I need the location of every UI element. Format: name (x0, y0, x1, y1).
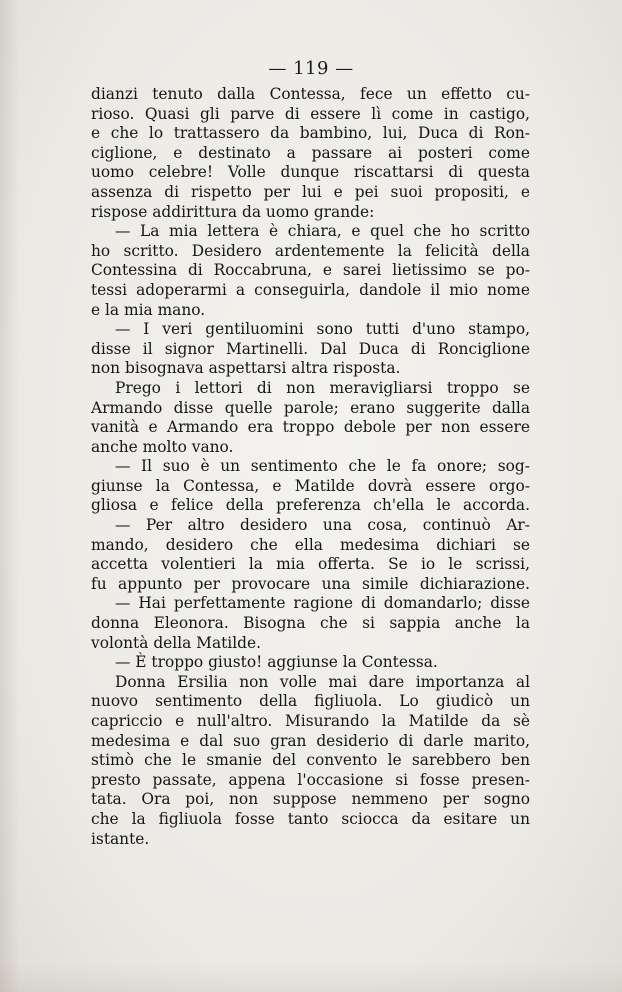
text-line: — Hai perfettamente ragione di domandarlo; disse (115, 594, 530, 613)
text-line: — La mia lettera è chiara, e quel che ho scritto (115, 222, 530, 241)
text-line: nuovo sentimento della figliuola. Lo giudicò un (91, 692, 530, 711)
text-line: disse il signor Martinelli. Dal Duca di Ronciglione (91, 339, 530, 358)
text-line: tata. Ora poi, non suppose nemmeno per sogno (91, 790, 530, 809)
text-line: fu appunto per provocare una simile dichiarazione. (91, 574, 530, 593)
text-line: giunse la Contessa, e Matilde dovrà essere orgo- (91, 476, 530, 495)
text-line: che la figliuola fosse tanto sciocca da esitare un (91, 809, 530, 828)
text-line: Contessina di Roccabruna, e sarei lietissimo se po- (91, 261, 530, 280)
text-line: Armando disse quelle parole; erano suggerite dalla (91, 398, 530, 417)
text-line: e che lo trattassero da bambino, lui, Duca di Ron- (91, 124, 530, 143)
text-line: mando, desidero che ella medesima dichiari se (91, 535, 530, 554)
text-line: istante. (91, 829, 150, 848)
text-line: medesima e dal suo gran desiderio di darle marito, (91, 731, 530, 750)
text-line: gliosa e felice della preferenza ch'ella le accorda. (91, 496, 530, 515)
text-line: non bisognava aspettarsi altra risposta. (91, 359, 401, 378)
text-line: — È troppo giusto! aggiunse la Contessa. (115, 653, 438, 672)
text-line: rispose addirittura da uomo grande: (91, 202, 375, 221)
text-line: — I veri gentiluomini sono tutti d'uno stampo, (115, 320, 530, 339)
text-line: rioso. Quasi gli parve di essere lì come in castigo, (91, 104, 530, 123)
text-line: ho scritto. Desidero ardentemente la felicità della (91, 241, 530, 260)
text-line: uomo celebre! Volle dunque riscattarsi di questa (91, 163, 530, 182)
text-line: stimò che le smanie del convento le sarebbero ben (91, 751, 530, 770)
text-line: vanità e Armando era troppo debole per non essere (91, 418, 530, 437)
page-bottom-shadow (0, 962, 622, 992)
text-line: accetta volentieri la mia offerta. Se io le scrissi, (91, 555, 530, 574)
text-line: Donna Ersilia non volle mai dare importanza al (115, 672, 530, 691)
text-line: dianzi tenuto dalla Contessa, fece un effetto cu- (91, 85, 530, 103)
text-line: donna Eleonora. Bisogna che si sappia anche la (91, 614, 530, 633)
text-line: — Il suo è un sentimento che le fa onore; sog- (115, 457, 530, 476)
text-line: e la mia mano. (91, 300, 206, 319)
text-line: presto passate, appena l'occasione si fosse presen- (91, 770, 530, 789)
text-line: volontà della Matilde. (91, 633, 262, 652)
text-line: anche molto vano. (91, 437, 234, 456)
text-line: — Per altro desidero una cosa, continuò Ar- (115, 516, 530, 535)
text-line: Prego i lettori di non meravigliarsi troppo se (115, 378, 530, 397)
page-number: — 119 — (268, 58, 354, 79)
text-line: ciglione, e destinato a passare ai posteri come (91, 143, 530, 162)
text-line: capriccio e null'altro. Misurando la Matilde da sè (91, 712, 530, 730)
text-line: assenza di rispetto per lui e pei suoi propositi, e (91, 182, 530, 201)
body-text (91, 85, 530, 849)
page-edge-shadow (0, 0, 20, 992)
text-line: tessi adoperarmi a conseguirla, dandole il mio nome (91, 280, 530, 299)
